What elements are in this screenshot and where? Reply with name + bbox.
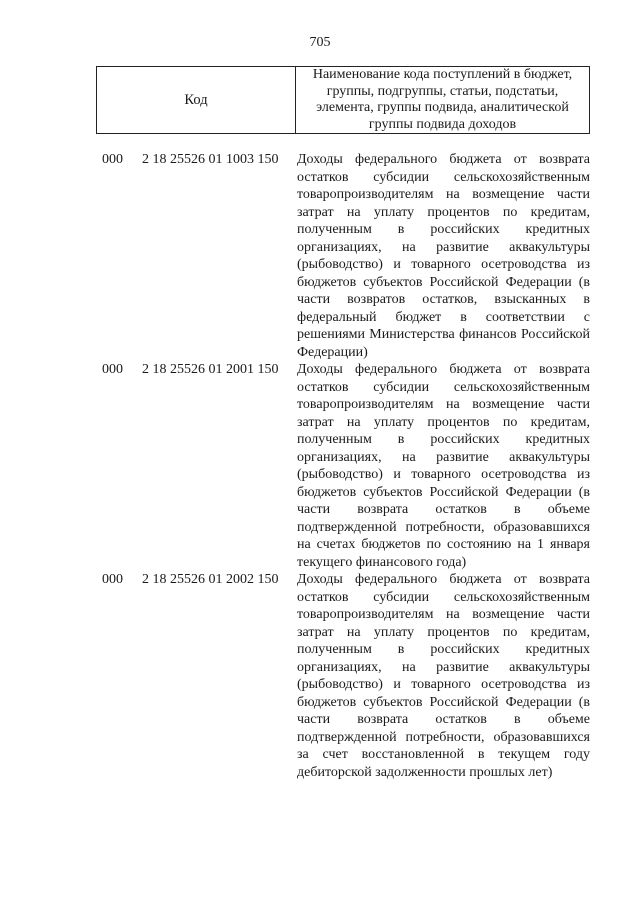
entry-revenue-code: 2 18 25526 01 2002 150 xyxy=(142,572,279,587)
header-code-column: Код xyxy=(97,67,296,133)
header-name-column: Наименование кода поступлений в бюджет, группы, подгруппы, статьи, подстатьи, элемента, группы подвида, аналитической группы подвида доходов xyxy=(312,67,573,132)
entry-revenue-code: 2 18 25526 01 1003 150 xyxy=(142,152,279,167)
entry-description: Доходы федерального бюджета от возврата остатков субсидии сельскохозяйственным товаропроизводителям на возмещение части затрат на уплату процентов по кредитам, полученным в российских кредитных организациях, на развитие аквакультуры (рыбоводство) и товарного осетроводства из бюджетов субъектов Российской Федерации (в части возвратов остатков, взысканных в федеральный бюджет в соответствии с решениями Министерства финансов Российской Федерации) xyxy=(297,152,590,360)
entry-admin-code: 000 xyxy=(102,152,123,167)
entry-row xyxy=(102,571,590,781)
entry-row xyxy=(102,151,590,361)
entry-description: Доходы федерального бюджета от возврата остатков субсидии сельскохозяйственным товаропроизводителям на возмещение части затрат на уплату процентов по кредитам, полученным в российских кредитных организациях, на развитие аквакультуры (рыбоводство) и товарного осетроводства из бюджетов субъектов Российской Федерации (в части возврата остатков в объеме подтвержденной потребности, образовавшихся на счетах бюджетов по состоянию на 1 января текущего финансового года) xyxy=(297,362,590,570)
entry-admin-code: 000 xyxy=(102,362,123,377)
entries-list xyxy=(102,151,590,781)
page-number: 705 xyxy=(309,35,331,50)
table-header xyxy=(96,66,590,134)
entry-admin-code: 000 xyxy=(102,572,123,587)
entry-revenue-code: 2 18 25526 01 2001 150 xyxy=(142,362,279,377)
entry-description: Доходы федерального бюджета от возврата остатков субсидии сельскохозяйственным товаропроизводителям на возмещение части затрат на уплату процентов по кредитам, полученным в российских кредитных организациях, на развитие аквакультуры (рыбоводство) и товарного осетроводства из бюджетов субъектов Российской Федерации (в части возврата остатков в объеме подтвержденной потребности, образовавшихся за счет восстановленной в текущем году дебиторской задолженности прошлых лет) xyxy=(297,572,590,780)
entry-row xyxy=(102,361,590,571)
